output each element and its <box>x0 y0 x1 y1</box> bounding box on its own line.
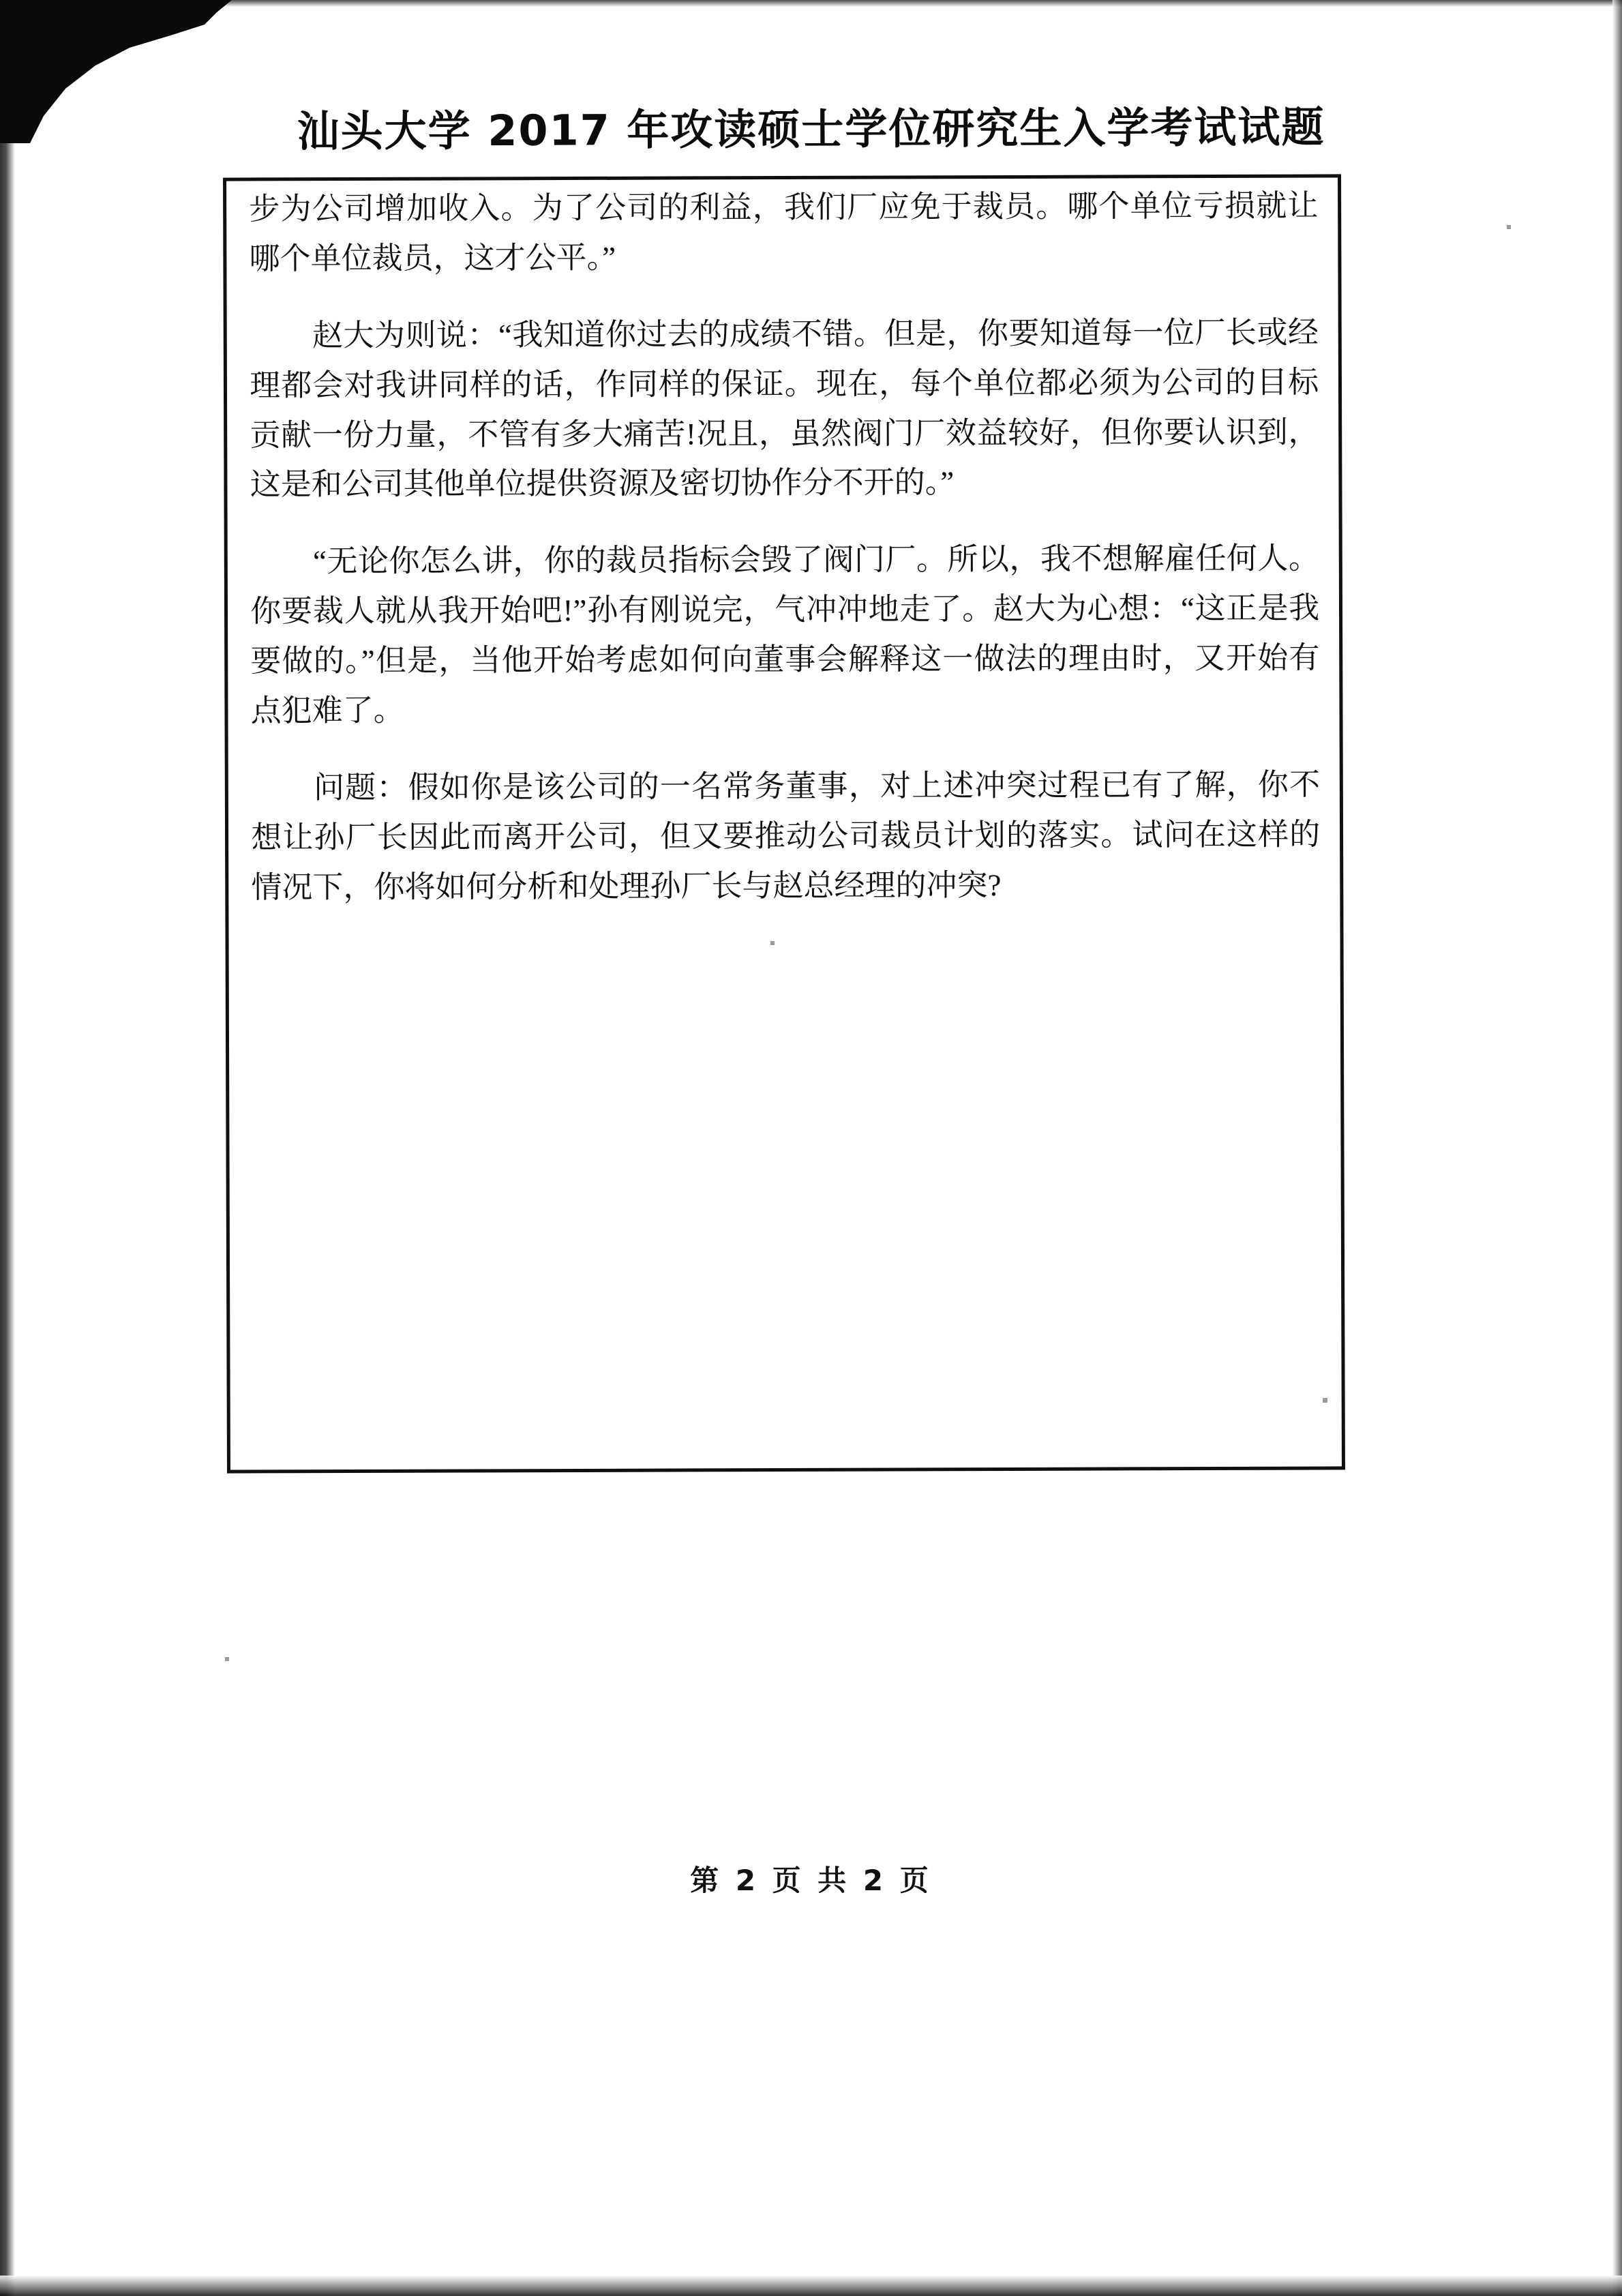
page-footer: 第 2 页 共 2 页 <box>690 1864 932 1897</box>
scan-edge-artifact-right <box>1612 0 1622 2296</box>
exam-question-body <box>234 181 1335 936</box>
scan-speck <box>225 1657 229 1661</box>
paragraph-question-prompt: 问题：假如你是该公司的一名常务董事，对上述冲突过程已有了解，你不想让孙厂长因此而离开公司，但又要推动公司裁员计划的落实。试问在这样的情况下，你将如何分析和处理孙厂长与赵总经理的冲突? <box>251 767 1321 905</box>
scan-edge-artifact-bottom <box>0 2276 1622 2296</box>
paragraph-sun-response: “无论你怎么讲，你的裁员指标会毁了阀门厂。所以，我不想解雇任何人。你要裁人就从我开始吧!”孙有刚说完，气冲冲地走了。赵大为心想：“这正是我要做的。”但是，当他开始考虑如何向董事会解释这一做法的理由时，又开始有点犯难了。 <box>250 541 1320 728</box>
scan-edge-artifact-left <box>0 0 15 2296</box>
scan-speck <box>770 941 775 945</box>
scan-edge-artifact-top <box>0 0 1622 7</box>
scan-speck <box>1323 1398 1327 1403</box>
page-title: 汕头大学 2017 年攻读硕士学位研究生入学考试试题 <box>297 102 1325 157</box>
scan-speck <box>1507 225 1511 229</box>
paragraph-continuation: 步为公司增加收入。为了公司的利益，我们厂应免于裁员。哪个单位亏损就让哪个单位裁员，这才公平。” <box>249 188 1319 276</box>
paragraph-zhao-response: 赵大为则说：“我知道你过去的成绩不错。但是，你要知道每一位厂长或经理都会对我讲同样的话，作同样的保证。现在，每个单位都必须为公司的目标贡献一份力量，不管有多大痛苦!况且，虽然阀门厂效益较好，但你要认识到，这是和公司其他单位提供资源及密切协作分不开的。” <box>250 315 1319 502</box>
